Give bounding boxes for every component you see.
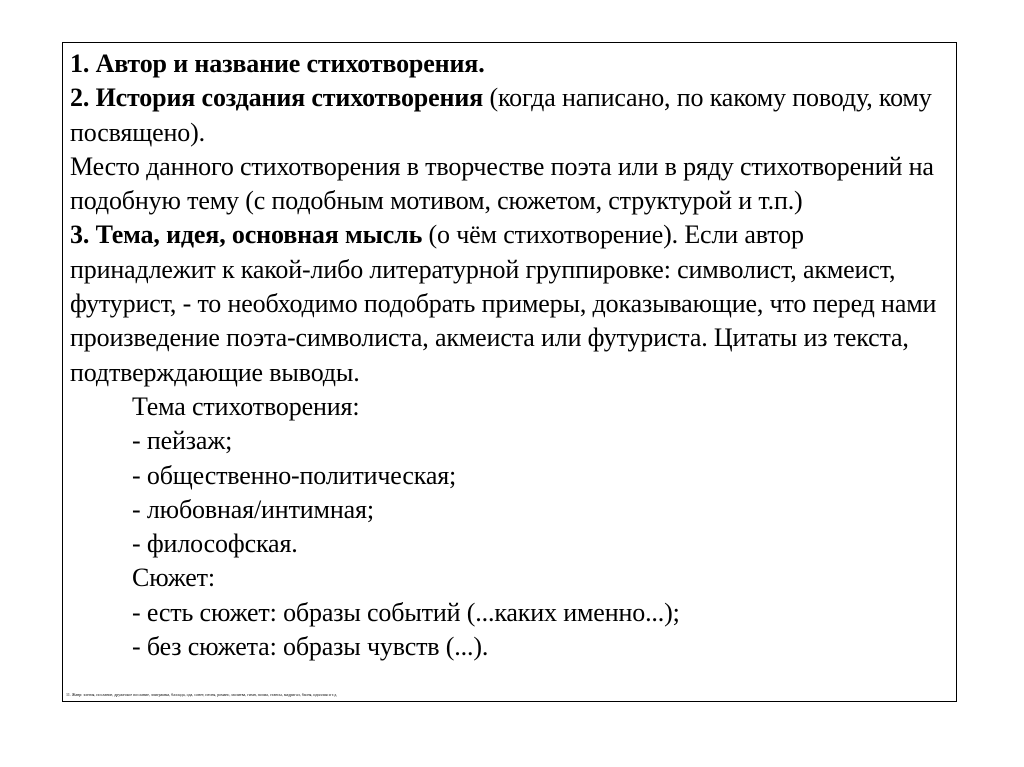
- item-2-title: История создания стихотворения: [95, 83, 484, 113]
- plot-item: - без сюжета: образы чувств (...).: [132, 632, 489, 662]
- item-3-text: (о чём стихотворение). Если автор принадлежит к какой-либо литературной группировке: символист, акмеист, футурист, - то необходимо подобрать примеры, доказывающие, что перед нами произведение поэта-символиста, акмеиста или футуриста. Цитаты из текста, подтверждающие выводы.: [70, 220, 937, 387]
- item-3-title: Тема, идея, основная мысль: [95, 220, 423, 250]
- place-paragraph: Место данного стихотворения в творчестве поэта или в ряду стихотворений на подобную тему (с подобным мотивом, сюжетом, структурой и т.п.): [70, 151, 934, 216]
- item-1: [70, 47, 955, 81]
- footnote: 11. Жанр: элегия, послание, дружеское послание, эпиграмма, баллада, ода, сонет, песня, романс, молитва, гимн, поэма, стансы, мадригал, басня, идиллия и т.д.: [66, 692, 338, 697]
- slide-text: [70, 47, 955, 664]
- theme-item: - любовная/интимная;: [132, 494, 374, 524]
- item-2: [70, 81, 955, 150]
- item-3: [70, 218, 955, 389]
- plot-heading: Сюжет:: [132, 563, 215, 593]
- theme-item: - пейзаж;: [132, 426, 233, 456]
- item-3-number: 3.: [70, 220, 90, 250]
- theme-item: - общественно-политическая;: [132, 460, 457, 490]
- slide-frame: [62, 42, 957, 702]
- item-1-number: 1.: [70, 49, 90, 78]
- item-2-number: 2.: [70, 83, 90, 113]
- theme-heading: Тема стихотворения:: [132, 391, 360, 421]
- theme-item: - философская.: [132, 529, 298, 559]
- item-1-title: Автор и название стихотворения.: [95, 49, 485, 78]
- item-2-text: (когда написано, по какому поводу, кому посвящено).: [70, 83, 932, 147]
- plot-item: - есть сюжет: образы событий (...каких именно...);: [132, 597, 680, 627]
